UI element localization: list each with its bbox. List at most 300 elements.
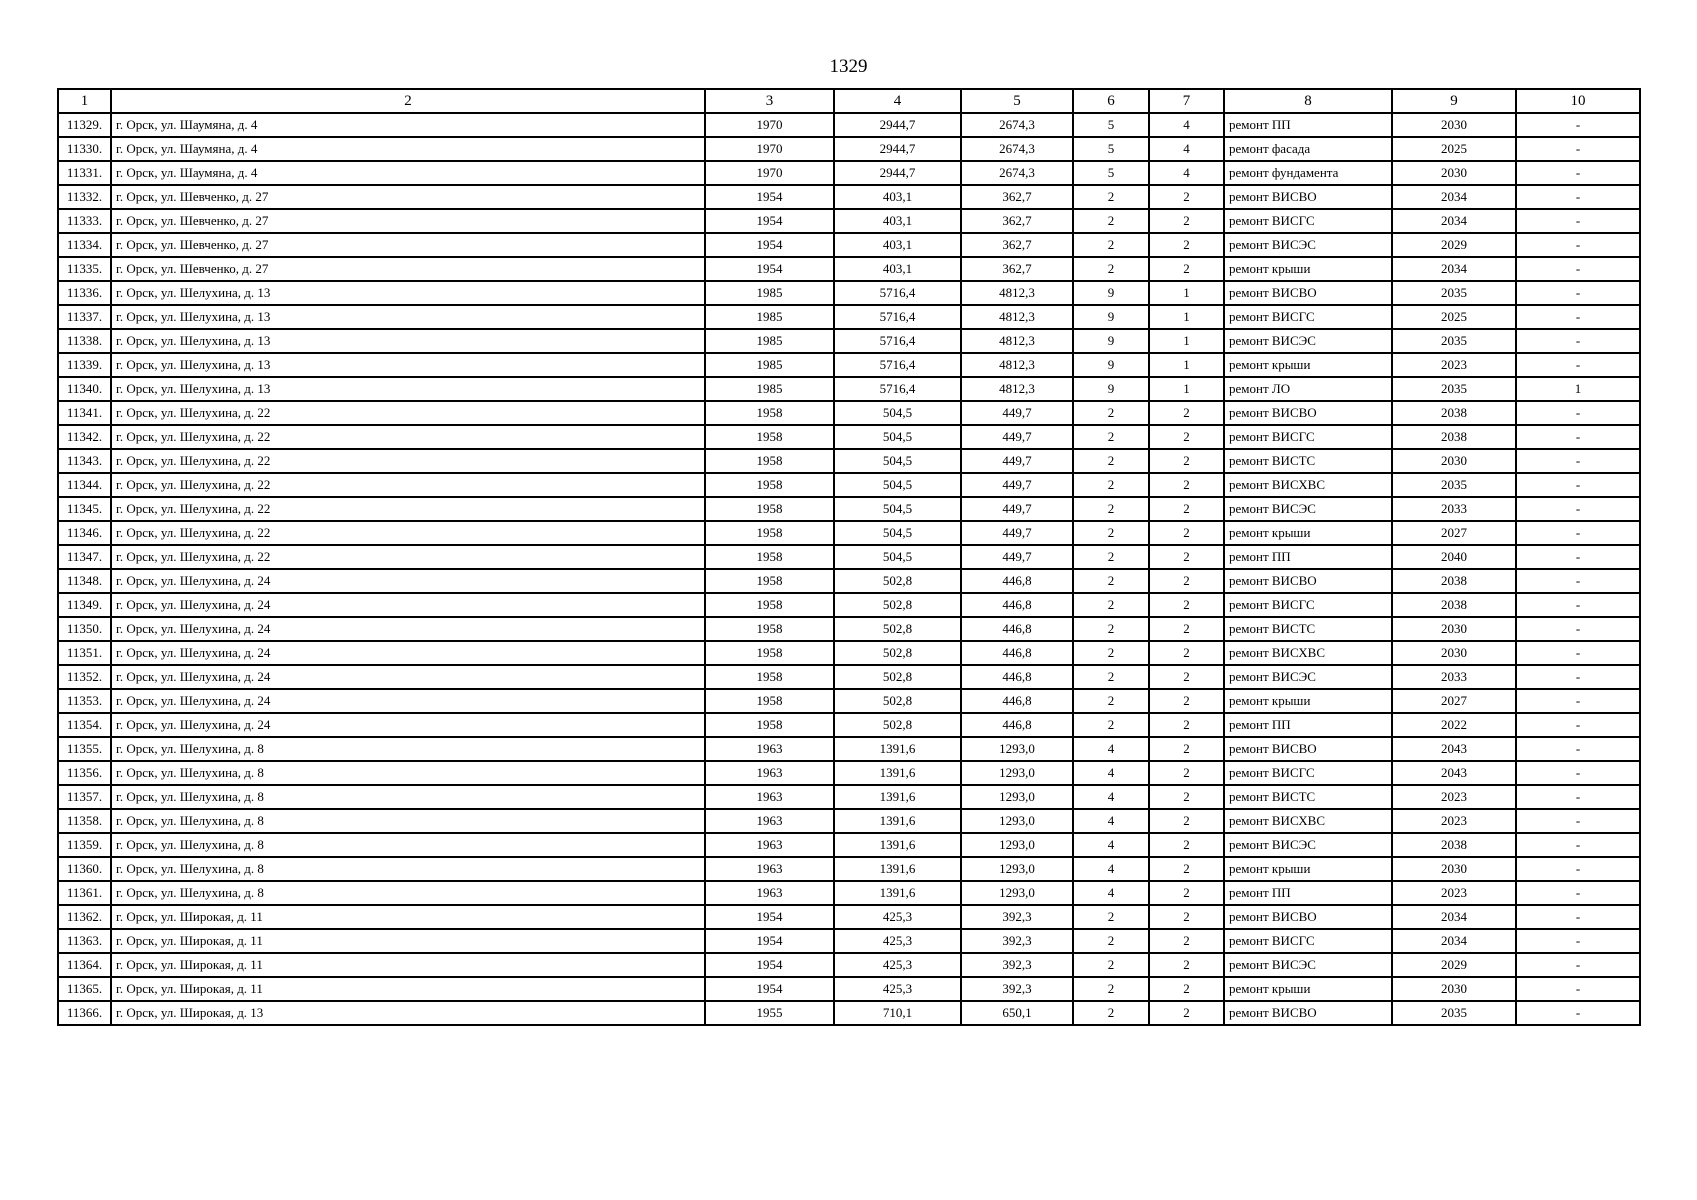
planned-year-cell: 2040 <box>1392 545 1516 569</box>
floors-cell: 4 <box>1073 809 1149 833</box>
repair-type-cell: ремонт ВИСТС <box>1224 785 1392 809</box>
note-cell: - <box>1516 113 1640 137</box>
repair-type-cell: ремонт крыши <box>1224 257 1392 281</box>
address-cell: г. Орск, ул. Шелухина, д. 22 <box>111 449 705 473</box>
repair-type-cell: ремонт ВИСТС <box>1224 449 1392 473</box>
total-area-cell: 5716,4 <box>834 377 961 401</box>
entrances-cell: 2 <box>1149 929 1224 953</box>
entrances-cell: 1 <box>1149 281 1224 305</box>
total-area-cell: 1391,6 <box>834 809 961 833</box>
floors-cell: 9 <box>1073 329 1149 353</box>
floors-cell: 2 <box>1073 209 1149 233</box>
living-area-cell: 4812,3 <box>961 353 1073 377</box>
row-number-cell: 11329. <box>58 113 111 137</box>
total-area-cell: 1391,6 <box>834 761 961 785</box>
living-area-cell: 446,8 <box>961 617 1073 641</box>
total-area-cell: 504,5 <box>834 449 961 473</box>
living-area-cell: 449,7 <box>961 425 1073 449</box>
floors-cell: 2 <box>1073 641 1149 665</box>
entrances-cell: 2 <box>1149 857 1224 881</box>
table-row <box>58 113 1640 137</box>
living-area-cell: 4812,3 <box>961 329 1073 353</box>
repair-type-cell: ремонт ВИСЭС <box>1224 953 1392 977</box>
entrances-cell: 2 <box>1149 185 1224 209</box>
planned-year-cell: 2034 <box>1392 929 1516 953</box>
entrances-cell: 2 <box>1149 833 1224 857</box>
row-number-cell: 11355. <box>58 737 111 761</box>
total-area-cell: 504,5 <box>834 545 961 569</box>
planned-year-cell: 2023 <box>1392 785 1516 809</box>
planned-year-cell: 2038 <box>1392 401 1516 425</box>
planned-year-cell: 2034 <box>1392 257 1516 281</box>
address-cell: г. Орск, ул. Шелухина, д. 8 <box>111 809 705 833</box>
entrances-cell: 2 <box>1149 545 1224 569</box>
row-number-cell: 11346. <box>58 521 111 545</box>
entrances-cell: 2 <box>1149 665 1224 689</box>
row-number-cell: 11334. <box>58 233 111 257</box>
total-area-cell: 5716,4 <box>834 305 961 329</box>
planned-year-cell: 2027 <box>1392 689 1516 713</box>
table-row <box>58 257 1640 281</box>
table-row <box>58 833 1640 857</box>
total-area-cell: 502,8 <box>834 617 961 641</box>
address-cell: г. Орск, ул. Широкая, д. 11 <box>111 929 705 953</box>
floors-cell: 2 <box>1073 1001 1149 1025</box>
repair-type-cell: ремонт крыши <box>1224 977 1392 1001</box>
entrances-cell: 2 <box>1149 209 1224 233</box>
repair-type-cell: ремонт ВИСЭС <box>1224 665 1392 689</box>
table-row <box>58 401 1640 425</box>
floors-cell: 4 <box>1073 857 1149 881</box>
year-cell: 1963 <box>705 761 834 785</box>
entrances-cell: 2 <box>1149 521 1224 545</box>
note-cell: - <box>1516 497 1640 521</box>
planned-year-cell: 2038 <box>1392 425 1516 449</box>
note-cell: - <box>1516 233 1640 257</box>
living-area-cell: 1293,0 <box>961 809 1073 833</box>
planned-year-cell: 2034 <box>1392 209 1516 233</box>
floors-cell: 2 <box>1073 545 1149 569</box>
living-area-cell: 449,7 <box>961 473 1073 497</box>
total-area-cell: 502,8 <box>834 641 961 665</box>
repair-type-cell: ремонт ВИСГС <box>1224 593 1392 617</box>
address-cell: г. Орск, ул. Шелухина, д. 24 <box>111 689 705 713</box>
table-row <box>58 449 1640 473</box>
note-cell: - <box>1516 1001 1640 1025</box>
row-number-cell: 11353. <box>58 689 111 713</box>
entrances-cell: 2 <box>1149 593 1224 617</box>
address-cell: г. Орск, ул. Шелухина, д. 13 <box>111 329 705 353</box>
address-cell: г. Орск, ул. Шелухина, д. 8 <box>111 785 705 809</box>
entrances-cell: 2 <box>1149 905 1224 929</box>
floors-cell: 2 <box>1073 593 1149 617</box>
repair-type-cell: ремонт ВИСГС <box>1224 425 1392 449</box>
address-cell: г. Орск, ул. Широкая, д. 11 <box>111 977 705 1001</box>
row-number-cell: 11348. <box>58 569 111 593</box>
row-number-cell: 11330. <box>58 137 111 161</box>
year-cell: 1954 <box>705 929 834 953</box>
column-header-6: 6 <box>1073 89 1149 113</box>
total-area-cell: 1391,6 <box>834 737 961 761</box>
address-cell: г. Орск, ул. Шелухина, д. 22 <box>111 497 705 521</box>
year-cell: 1958 <box>705 473 834 497</box>
floors-cell: 2 <box>1073 473 1149 497</box>
table-row <box>58 521 1640 545</box>
year-cell: 1963 <box>705 737 834 761</box>
total-area-cell: 502,8 <box>834 665 961 689</box>
planned-year-cell: 2035 <box>1392 1001 1516 1025</box>
table-row <box>58 761 1640 785</box>
address-cell: г. Орск, ул. Широкая, д. 13 <box>111 1001 705 1025</box>
entrances-cell: 2 <box>1149 785 1224 809</box>
total-area-cell: 502,8 <box>834 689 961 713</box>
year-cell: 1985 <box>705 377 834 401</box>
floors-cell: 2 <box>1073 569 1149 593</box>
floors-cell: 2 <box>1073 521 1149 545</box>
entrances-cell: 1 <box>1149 377 1224 401</box>
note-cell: - <box>1516 521 1640 545</box>
planned-year-cell: 2038 <box>1392 593 1516 617</box>
planned-year-cell: 2030 <box>1392 641 1516 665</box>
total-area-cell: 504,5 <box>834 473 961 497</box>
table-row <box>58 785 1640 809</box>
address-cell: г. Орск, ул. Шелухина, д. 22 <box>111 521 705 545</box>
table-row <box>58 881 1640 905</box>
note-cell: - <box>1516 761 1640 785</box>
entrances-cell: 2 <box>1149 761 1224 785</box>
note-cell: - <box>1516 353 1640 377</box>
entrances-cell: 2 <box>1149 233 1224 257</box>
row-number-cell: 11343. <box>58 449 111 473</box>
planned-year-cell: 2035 <box>1392 377 1516 401</box>
table-row <box>58 929 1640 953</box>
entrances-cell: 1 <box>1149 329 1224 353</box>
living-area-cell: 362,7 <box>961 233 1073 257</box>
note-cell: - <box>1516 809 1640 833</box>
year-cell: 1970 <box>705 161 834 185</box>
total-area-cell: 504,5 <box>834 425 961 449</box>
address-cell: г. Орск, ул. Шаумяна, д. 4 <box>111 113 705 137</box>
total-area-cell: 1391,6 <box>834 857 961 881</box>
address-cell: г. Орск, ул. Шелухина, д. 8 <box>111 857 705 881</box>
row-number-cell: 11349. <box>58 593 111 617</box>
year-cell: 1958 <box>705 689 834 713</box>
year-cell: 1954 <box>705 209 834 233</box>
floors-cell: 2 <box>1073 713 1149 737</box>
living-area-cell: 446,8 <box>961 593 1073 617</box>
row-number-cell: 11365. <box>58 977 111 1001</box>
planned-year-cell: 2034 <box>1392 185 1516 209</box>
floors-cell: 2 <box>1073 929 1149 953</box>
planned-year-cell: 2035 <box>1392 281 1516 305</box>
repair-type-cell: ремонт ВИСВО <box>1224 401 1392 425</box>
repair-type-cell: ремонт ВИСЭС <box>1224 833 1392 857</box>
address-cell: г. Орск, ул. Шевченко, д. 27 <box>111 257 705 281</box>
row-number-cell: 11345. <box>58 497 111 521</box>
planned-year-cell: 2030 <box>1392 857 1516 881</box>
repair-type-cell: ремонт ВИСВО <box>1224 905 1392 929</box>
table-row <box>58 689 1640 713</box>
year-cell: 1958 <box>705 521 834 545</box>
note-cell: 1 <box>1516 377 1640 401</box>
repair-type-cell: ремонт ВИСТС <box>1224 617 1392 641</box>
entrances-cell: 2 <box>1149 641 1224 665</box>
total-area-cell: 403,1 <box>834 185 961 209</box>
note-cell: - <box>1516 593 1640 617</box>
planned-year-cell: 2035 <box>1392 329 1516 353</box>
living-area-cell: 1293,0 <box>961 857 1073 881</box>
row-number-cell: 11361. <box>58 881 111 905</box>
entrances-cell: 2 <box>1149 881 1224 905</box>
address-cell: г. Орск, ул. Шаумяна, д. 4 <box>111 137 705 161</box>
living-area-cell: 449,7 <box>961 401 1073 425</box>
row-number-cell: 11331. <box>58 161 111 185</box>
address-cell: г. Орск, ул. Шелухина, д. 24 <box>111 569 705 593</box>
year-cell: 1958 <box>705 641 834 665</box>
row-number-cell: 11358. <box>58 809 111 833</box>
living-area-cell: 392,3 <box>961 905 1073 929</box>
note-cell: - <box>1516 689 1640 713</box>
total-area-cell: 5716,4 <box>834 353 961 377</box>
repair-type-cell: ремонт ПП <box>1224 881 1392 905</box>
year-cell: 1958 <box>705 497 834 521</box>
planned-year-cell: 2030 <box>1392 617 1516 641</box>
floors-cell: 2 <box>1073 617 1149 641</box>
planned-year-cell: 2030 <box>1392 161 1516 185</box>
row-number-cell: 11332. <box>58 185 111 209</box>
note-cell: - <box>1516 953 1640 977</box>
note-cell: - <box>1516 977 1640 1001</box>
planned-year-cell: 2038 <box>1392 833 1516 857</box>
living-area-cell: 446,8 <box>961 569 1073 593</box>
total-area-cell: 403,1 <box>834 257 961 281</box>
table-row <box>58 641 1640 665</box>
year-cell: 1958 <box>705 665 834 689</box>
note-cell: - <box>1516 257 1640 281</box>
floors-cell: 4 <box>1073 833 1149 857</box>
floors-cell: 4 <box>1073 737 1149 761</box>
entrances-cell: 2 <box>1149 425 1224 449</box>
entrances-cell: 2 <box>1149 953 1224 977</box>
table-row <box>58 809 1640 833</box>
year-cell: 1963 <box>705 785 834 809</box>
living-area-cell: 2674,3 <box>961 137 1073 161</box>
repair-type-cell: ремонт ВИСЭС <box>1224 233 1392 257</box>
living-area-cell: 449,7 <box>961 521 1073 545</box>
table-row <box>58 905 1640 929</box>
column-header-9: 9 <box>1392 89 1516 113</box>
repair-type-cell: ремонт ЛО <box>1224 377 1392 401</box>
entrances-cell: 2 <box>1149 1001 1224 1025</box>
address-cell: г. Орск, ул. Шелухина, д. 24 <box>111 593 705 617</box>
entrances-cell: 2 <box>1149 689 1224 713</box>
table-row <box>58 737 1640 761</box>
planned-year-cell: 2030 <box>1392 449 1516 473</box>
living-area-cell: 4812,3 <box>961 281 1073 305</box>
living-area-cell: 1293,0 <box>961 881 1073 905</box>
floors-cell: 2 <box>1073 905 1149 929</box>
living-area-cell: 4812,3 <box>961 305 1073 329</box>
address-cell: г. Орск, ул. Широкая, д. 11 <box>111 953 705 977</box>
table-row <box>58 953 1640 977</box>
address-cell: г. Орск, ул. Шелухина, д. 13 <box>111 353 705 377</box>
note-cell: - <box>1516 401 1640 425</box>
column-header-7: 7 <box>1149 89 1224 113</box>
total-area-cell: 504,5 <box>834 401 961 425</box>
total-area-cell: 502,8 <box>834 569 961 593</box>
row-number-cell: 11351. <box>58 641 111 665</box>
year-cell: 1985 <box>705 353 834 377</box>
floors-cell: 5 <box>1073 137 1149 161</box>
total-area-cell: 502,8 <box>834 593 961 617</box>
row-number-cell: 11357. <box>58 785 111 809</box>
note-cell: - <box>1516 857 1640 881</box>
column-header-2: 2 <box>111 89 705 113</box>
address-cell: г. Орск, ул. Шевченко, д. 27 <box>111 185 705 209</box>
entrances-cell: 2 <box>1149 497 1224 521</box>
note-cell: - <box>1516 737 1640 761</box>
floors-cell: 2 <box>1073 185 1149 209</box>
year-cell: 1958 <box>705 449 834 473</box>
living-area-cell: 650,1 <box>961 1001 1073 1025</box>
living-area-cell: 1293,0 <box>961 833 1073 857</box>
note-cell: - <box>1516 617 1640 641</box>
table-row <box>58 161 1640 185</box>
floors-cell: 2 <box>1073 401 1149 425</box>
living-area-cell: 392,3 <box>961 977 1073 1001</box>
table-row <box>58 569 1640 593</box>
repair-type-cell: ремонт крыши <box>1224 521 1392 545</box>
table-row <box>58 473 1640 497</box>
row-number-cell: 11344. <box>58 473 111 497</box>
repair-type-cell: ремонт ВИСГС <box>1224 305 1392 329</box>
table-row <box>58 425 1640 449</box>
address-cell: г. Орск, ул. Шелухина, д. 24 <box>111 617 705 641</box>
page-number: 1329 <box>829 56 868 77</box>
total-area-cell: 5716,4 <box>834 329 961 353</box>
total-area-cell: 710,1 <box>834 1001 961 1025</box>
living-area-cell: 446,8 <box>961 641 1073 665</box>
planned-year-cell: 2033 <box>1392 665 1516 689</box>
note-cell: - <box>1516 209 1640 233</box>
housing-repair-table <box>57 88 1641 1026</box>
total-area-cell: 2944,7 <box>834 137 961 161</box>
note-cell: - <box>1516 929 1640 953</box>
column-header-5: 5 <box>961 89 1073 113</box>
entrances-cell: 2 <box>1149 977 1224 1001</box>
living-area-cell: 446,8 <box>961 665 1073 689</box>
floors-cell: 2 <box>1073 449 1149 473</box>
total-area-cell: 425,3 <box>834 929 961 953</box>
table-row <box>58 665 1640 689</box>
floors-cell: 2 <box>1073 233 1149 257</box>
planned-year-cell: 2038 <box>1392 569 1516 593</box>
row-number-cell: 11364. <box>58 953 111 977</box>
repair-type-cell: ремонт ВИСГС <box>1224 761 1392 785</box>
row-number-cell: 11363. <box>58 929 111 953</box>
year-cell: 1958 <box>705 569 834 593</box>
year-cell: 1985 <box>705 329 834 353</box>
planned-year-cell: 2029 <box>1392 233 1516 257</box>
table-row <box>58 857 1640 881</box>
planned-year-cell: 2023 <box>1392 353 1516 377</box>
note-cell: - <box>1516 185 1640 209</box>
planned-year-cell: 2043 <box>1392 737 1516 761</box>
floors-cell: 2 <box>1073 425 1149 449</box>
total-area-cell: 502,8 <box>834 713 961 737</box>
repair-type-cell: ремонт ВИСХВС <box>1224 641 1392 665</box>
planned-year-cell: 2034 <box>1392 905 1516 929</box>
year-cell: 1963 <box>705 833 834 857</box>
row-number-cell: 11340. <box>58 377 111 401</box>
table-row <box>58 137 1640 161</box>
living-area-cell: 362,7 <box>961 185 1073 209</box>
living-area-cell: 446,8 <box>961 689 1073 713</box>
year-cell: 1955 <box>705 1001 834 1025</box>
floors-cell: 9 <box>1073 353 1149 377</box>
total-area-cell: 403,1 <box>834 209 961 233</box>
table-row <box>58 1001 1640 1025</box>
repair-type-cell: ремонт фундамента <box>1224 161 1392 185</box>
entrances-cell: 4 <box>1149 161 1224 185</box>
address-cell: г. Орск, ул. Шелухина, д. 22 <box>111 401 705 425</box>
note-cell: - <box>1516 545 1640 569</box>
note-cell: - <box>1516 473 1640 497</box>
entrances-cell: 1 <box>1149 353 1224 377</box>
note-cell: - <box>1516 785 1640 809</box>
table-row <box>58 713 1640 737</box>
address-cell: г. Орск, ул. Шевченко, д. 27 <box>111 233 705 257</box>
floors-cell: 4 <box>1073 785 1149 809</box>
living-area-cell: 446,8 <box>961 713 1073 737</box>
address-cell: г. Орск, ул. Шелухина, д. 13 <box>111 305 705 329</box>
year-cell: 1958 <box>705 713 834 737</box>
year-cell: 1958 <box>705 401 834 425</box>
total-area-cell: 425,3 <box>834 977 961 1001</box>
address-cell: г. Орск, ул. Шелухина, д. 8 <box>111 881 705 905</box>
entrances-cell: 2 <box>1149 401 1224 425</box>
row-number-cell: 11335. <box>58 257 111 281</box>
repair-type-cell: ремонт ВИСГС <box>1224 209 1392 233</box>
note-cell: - <box>1516 641 1640 665</box>
row-number-cell: 11366. <box>58 1001 111 1025</box>
note-cell: - <box>1516 665 1640 689</box>
column-header-1: 1 <box>58 89 111 113</box>
living-area-cell: 392,3 <box>961 929 1073 953</box>
table-body <box>58 113 1640 1025</box>
year-cell: 1963 <box>705 857 834 881</box>
header-row <box>58 89 1640 113</box>
repair-type-cell: ремонт крыши <box>1224 857 1392 881</box>
living-area-cell: 2674,3 <box>961 113 1073 137</box>
entrances-cell: 4 <box>1149 137 1224 161</box>
living-area-cell: 392,3 <box>961 953 1073 977</box>
living-area-cell: 449,7 <box>961 545 1073 569</box>
row-number-cell: 11342. <box>58 425 111 449</box>
living-area-cell: 1293,0 <box>961 785 1073 809</box>
entrances-cell: 2 <box>1149 257 1224 281</box>
floors-cell: 9 <box>1073 281 1149 305</box>
column-header-4: 4 <box>834 89 961 113</box>
table-row <box>58 209 1640 233</box>
address-cell: г. Орск, ул. Шелухина, д. 13 <box>111 377 705 401</box>
total-area-cell: 5716,4 <box>834 281 961 305</box>
table-row <box>58 353 1640 377</box>
total-area-cell: 504,5 <box>834 521 961 545</box>
planned-year-cell: 2033 <box>1392 497 1516 521</box>
year-cell: 1963 <box>705 809 834 833</box>
row-number-cell: 11339. <box>58 353 111 377</box>
